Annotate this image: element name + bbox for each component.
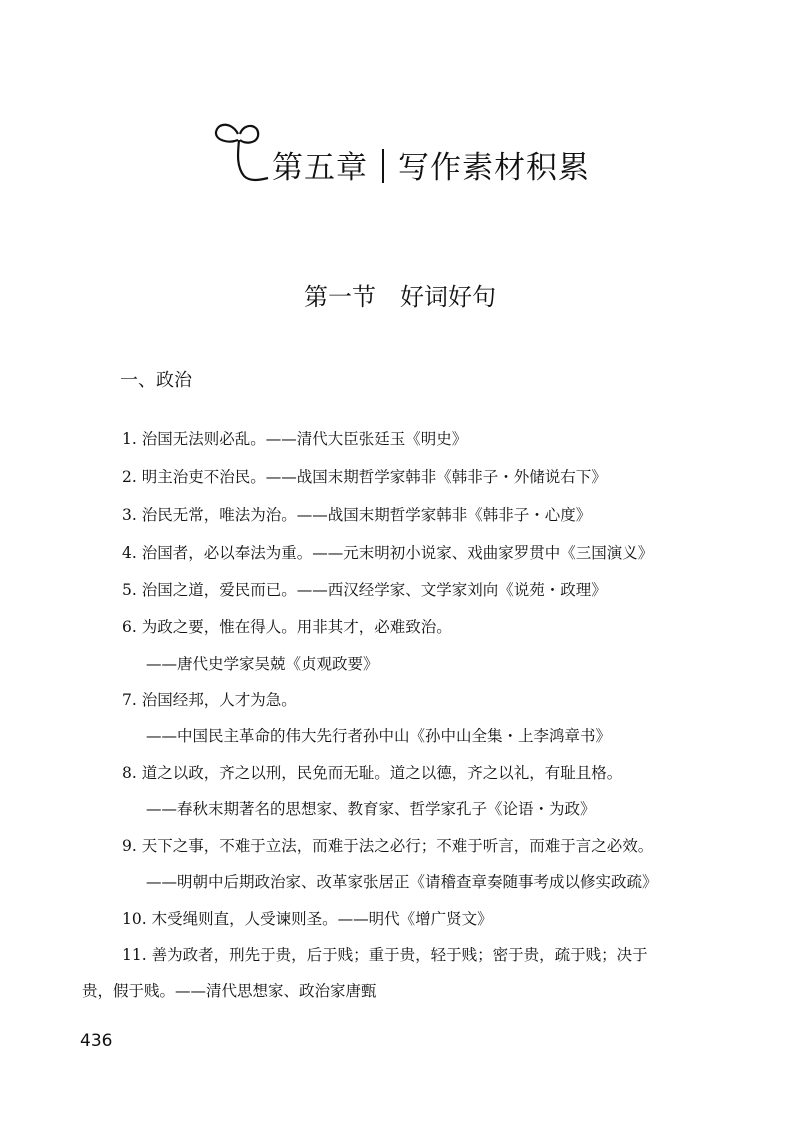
- chapter-title: [272, 148, 590, 188]
- section-name: 好词好句: [400, 283, 496, 311]
- quote-line: 10. 木受绳则直，人受谏则圣。——明代《增广贤文》: [122, 910, 493, 928]
- quote-attribution: ——春秋末期著名的思想家、教育家、哲学家孔子《论语・为政》: [146, 800, 596, 818]
- subsection-title: 一、政治: [120, 370, 192, 391]
- quote-line-continuation: 贵，假于贱。——清代思想家、政治家唐甄: [82, 982, 377, 1000]
- quote-line: 4. 治国者，必以奉法为重。——元末明初小说家、戏曲家罗贯中《三国演义》: [122, 544, 654, 562]
- sprout-icon: [210, 118, 272, 190]
- chapter-divider: [382, 149, 384, 183]
- quote-line: 1. 治国无法则必乱。——清代大臣张廷玉《明史》: [122, 430, 468, 448]
- page-number: 436: [80, 1031, 113, 1051]
- section-number: 第一节: [304, 283, 376, 311]
- section-title: [0, 281, 800, 313]
- quote-attribution: ——中国民主革命的伟大先行者孙中山《孙中山全集・上李鸿章书》: [146, 727, 612, 745]
- chapter-number: 第五章: [272, 150, 368, 186]
- quote-line: 9. 天下之事，不难于立法，而难于法之必行；不难于听言，而难于言之必效。: [122, 837, 654, 855]
- quote-attribution: ——明朝中后期政治家、改革家张居正《请稽查章奏随事考成以修实政疏》: [146, 873, 658, 891]
- quote-line: 6. 为政之要，惟在得人。用非其才，必难致治。: [122, 618, 452, 636]
- quote-line: 8. 道之以政，齐之以刑，民免而无耻。道之以德，齐之以礼，有耻且格。: [122, 764, 623, 782]
- quote-line: 3. 治民无常，唯法为治。——战国末期哲学家韩非《韩非子・心度》: [122, 506, 592, 524]
- quote-line: 7. 治国经邦，人才为急。: [122, 691, 297, 709]
- quote-line: 2. 明主治吏不治民。——战国末期哲学家韩非《韩非子・外储说右下》: [122, 468, 607, 486]
- quote-line: 11. 善为政者，刑先于贵，后于贱；重于贵，轻于贱；密于贵，疏于贱；决于: [122, 946, 648, 964]
- quote-attribution: ——唐代史学家吴兢《贞观政要》: [146, 655, 379, 673]
- quote-line: 5. 治国之道，爱民而已。——西汉经学家、文学家刘向《说苑・政理》: [122, 581, 607, 599]
- chapter-name: 写作素材积累: [398, 150, 590, 186]
- chapter-header: [210, 118, 640, 198]
